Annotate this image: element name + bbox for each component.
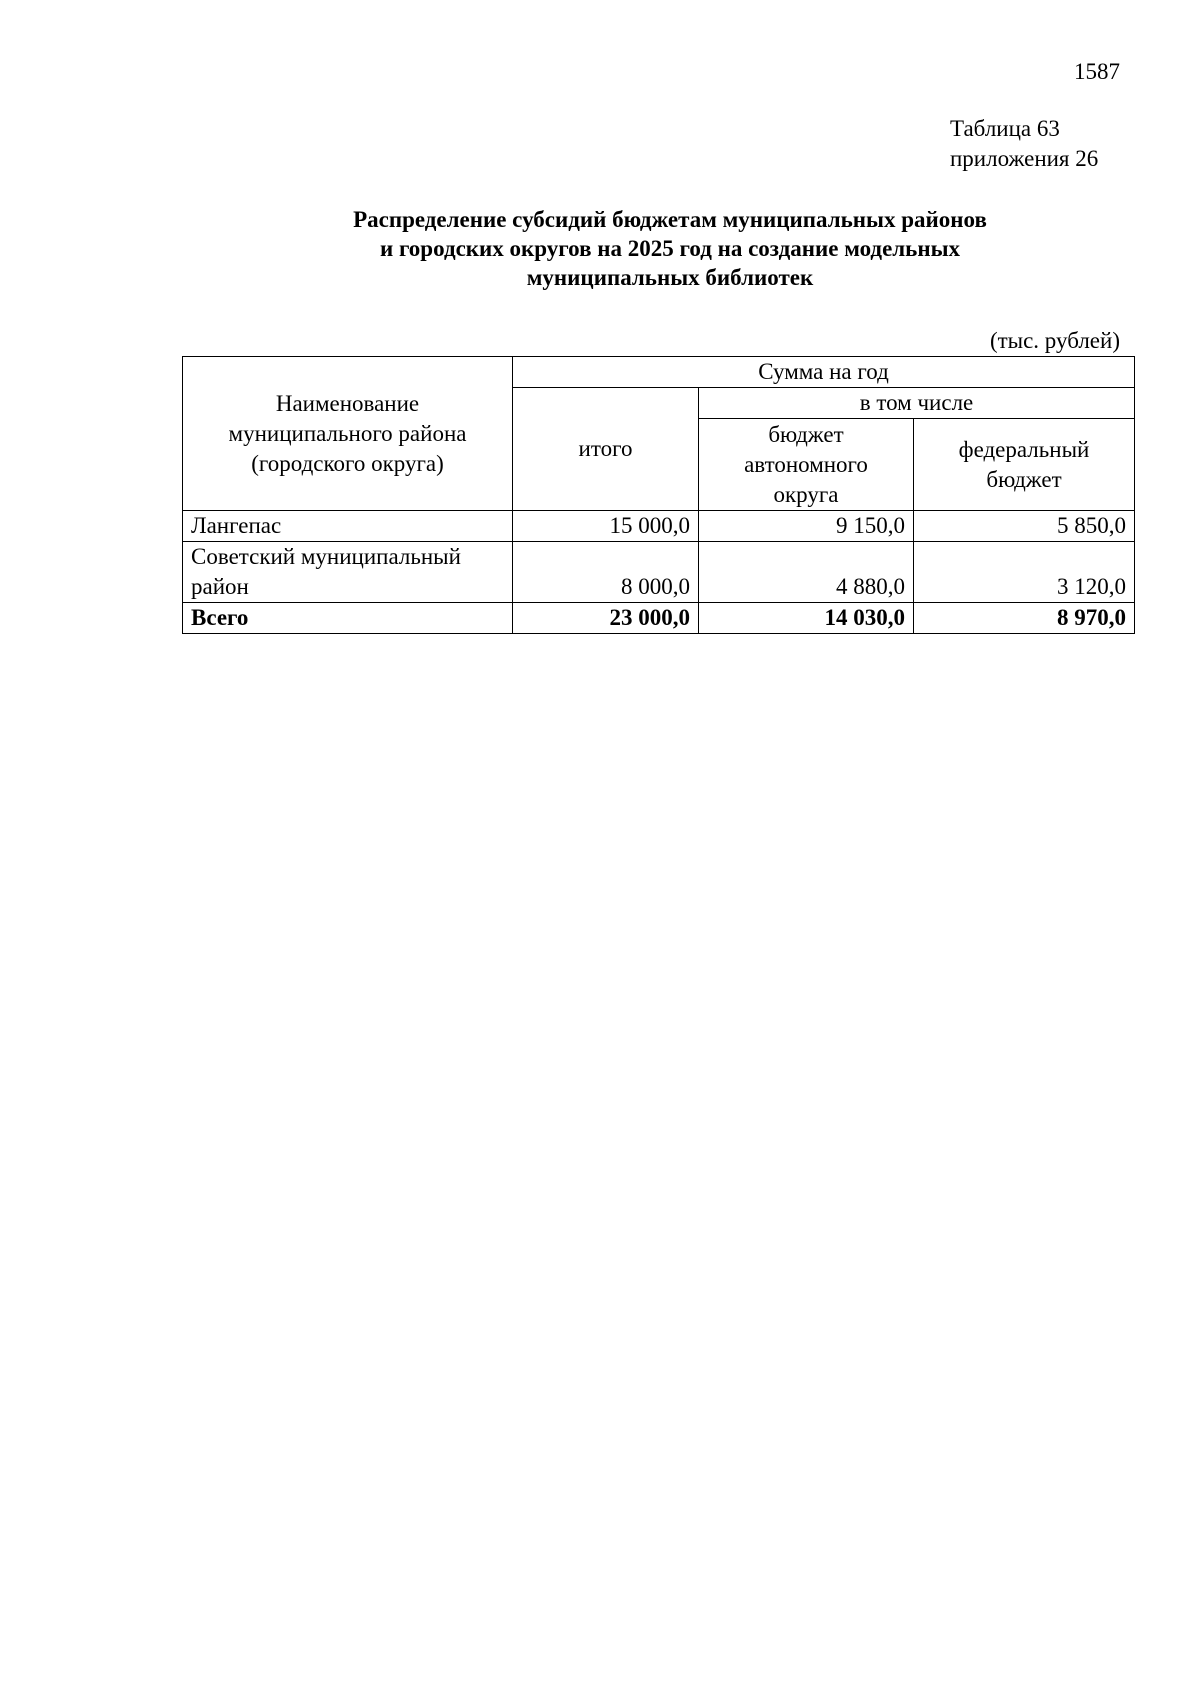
header-okrug-budget-line: автономного bbox=[744, 451, 868, 477]
header-including: в том числе bbox=[699, 388, 1135, 419]
total-sum-cell: 23 000,0 bbox=[513, 603, 699, 634]
document-title-line: муниципальных библиотек bbox=[526, 265, 814, 290]
table-row bbox=[183, 542, 1135, 603]
document-title bbox=[180, 205, 1160, 292]
row-federal-budget-cell: 5 850,0 bbox=[914, 511, 1135, 542]
header-sum-per-year: Сумма на год bbox=[513, 357, 1135, 388]
row-name-cell bbox=[183, 542, 513, 603]
header-okrug-budget-cell bbox=[699, 419, 914, 511]
row-name-text: Советский муниципальный bbox=[191, 544, 461, 569]
table-reference-number: Таблица 63 bbox=[950, 116, 1060, 141]
header-name-cell bbox=[183, 357, 513, 511]
row-federal-budget-cell: 3 120,0 bbox=[914, 542, 1135, 603]
table-reference-appendix: приложения 26 bbox=[950, 146, 1099, 171]
document-title-line: и городских округов на 2025 год на создание модельных bbox=[379, 236, 961, 261]
row-okrug-budget-cell: 9 150,0 bbox=[699, 511, 914, 542]
row-name-text: район bbox=[191, 574, 249, 599]
subsidy-table bbox=[182, 356, 1135, 634]
row-total-cell: 15 000,0 bbox=[513, 511, 699, 542]
header-name-line: Наименование bbox=[275, 390, 420, 416]
row-okrug-budget-cell: 4 880,0 bbox=[699, 542, 914, 603]
header-name-line: муниципального района bbox=[228, 420, 467, 446]
row-name-cell bbox=[183, 511, 513, 542]
header-federal-budget-line: федеральный bbox=[958, 436, 1090, 462]
header-name-line: (городского округа) bbox=[251, 450, 444, 476]
row-total-cell: 8 000,0 bbox=[513, 542, 699, 603]
table-row bbox=[183, 511, 1135, 542]
header-okrug-budget-line: округа bbox=[773, 481, 839, 507]
total-federal-budget-cell: 8 970,0 bbox=[914, 603, 1135, 634]
total-name-cell: Всего bbox=[183, 603, 513, 634]
page-number: 1587 bbox=[1074, 59, 1120, 84]
header-okrug-budget-line: бюджет bbox=[768, 421, 844, 447]
row-name-text: Лангепас bbox=[191, 513, 282, 538]
header-federal-budget-cell bbox=[914, 419, 1135, 511]
table-reference bbox=[950, 114, 1098, 174]
header-federal-budget-line: бюджет bbox=[986, 466, 1062, 492]
total-okrug-budget-cell: 14 030,0 bbox=[699, 603, 914, 634]
table-header-row bbox=[183, 357, 1135, 388]
table-total-row bbox=[183, 603, 1135, 634]
units-label: (тыс. рублей) bbox=[989, 328, 1120, 353]
document-title-line: Распределение субсидий бюджетам муниципальных районов bbox=[353, 207, 987, 232]
header-total-cell: итого bbox=[513, 388, 699, 511]
